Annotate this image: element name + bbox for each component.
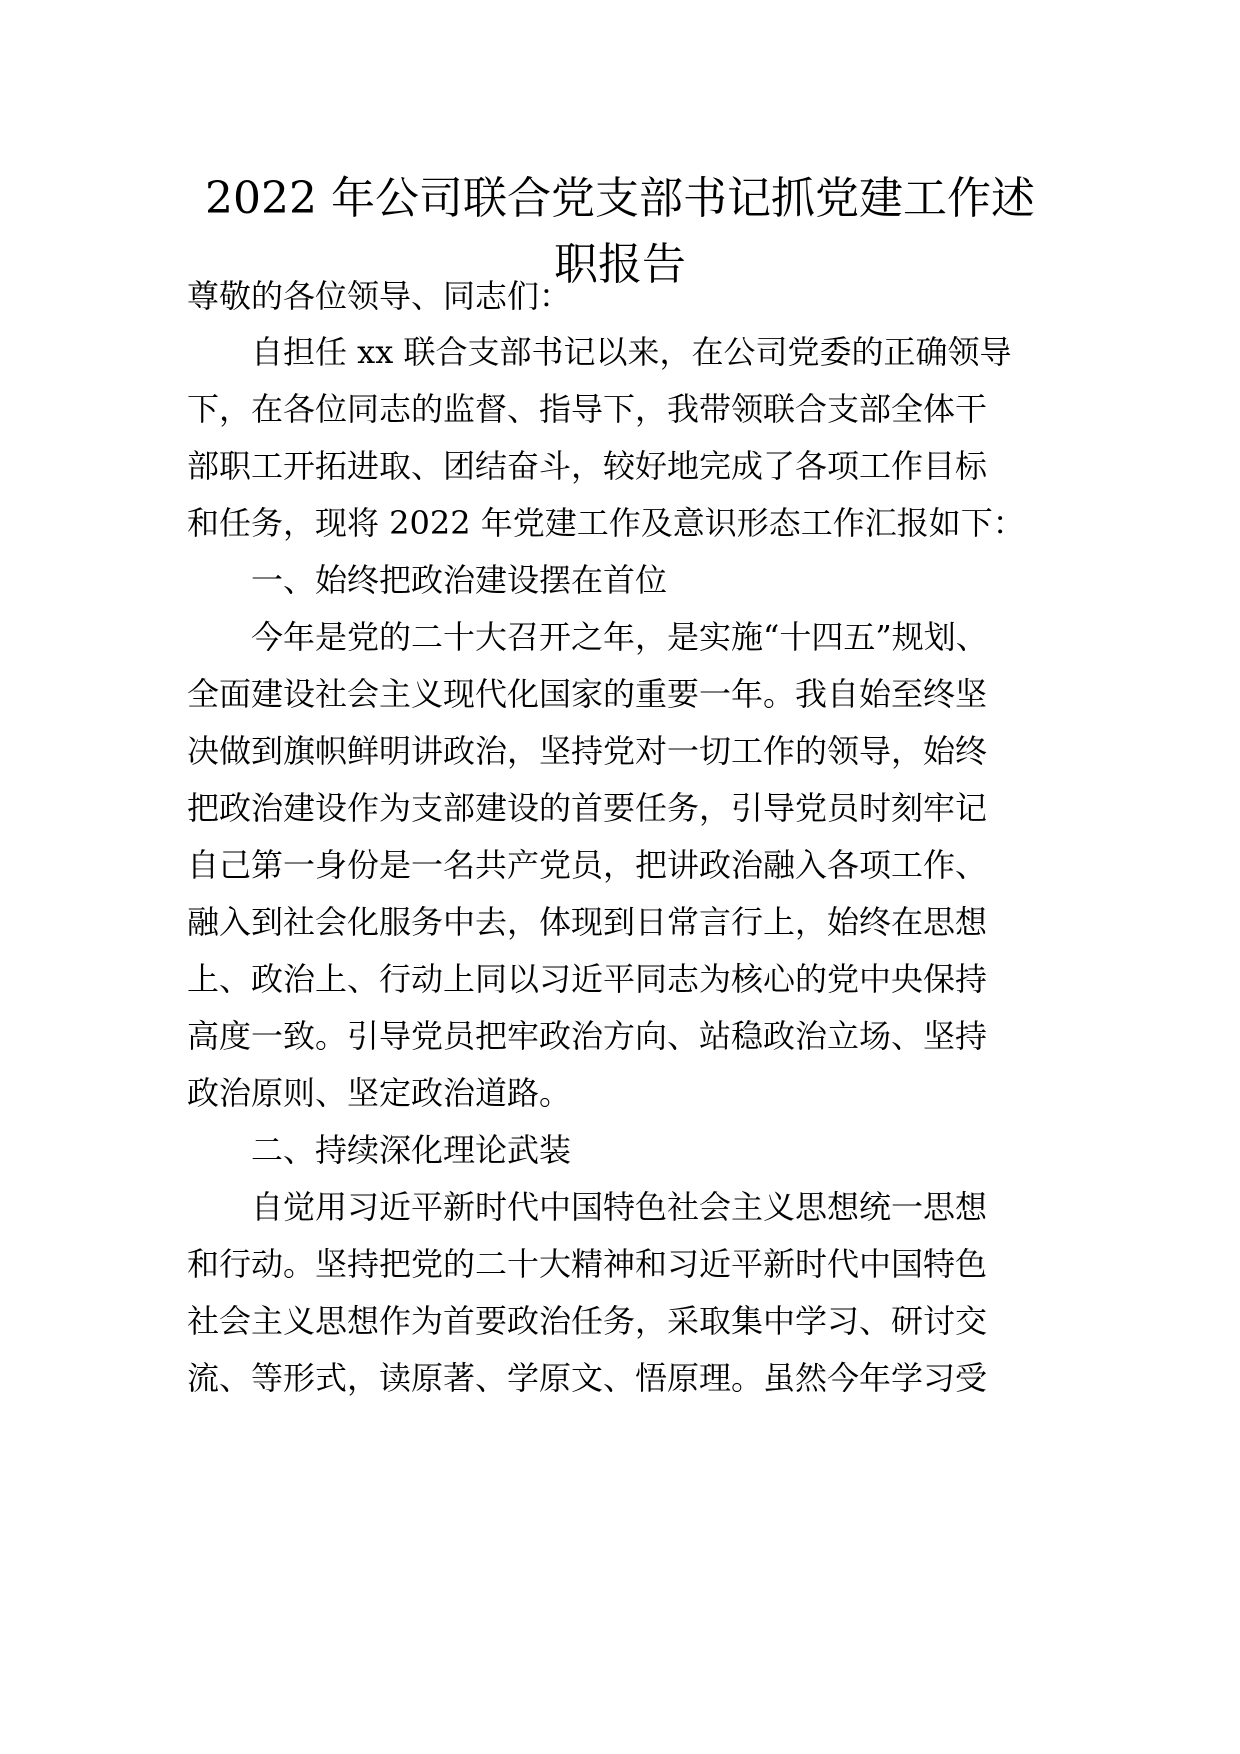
body-line: 全面建设社会主义现代化国家的重要一年。我自始至终坚 [187,675,988,713]
body-line: 融入到社会化服务中去，体现到日常言行上，始终在思想 [187,903,988,941]
body-line: 上、政治上、行动上同以习近平同志为核心的党中央保持 [187,960,988,998]
body-line: 社会主义思想作为首要政治任务，采取集中学习、研讨交 [187,1302,988,1340]
body-line: 和任务，现将 2022 年党建工作及意识形态工作汇报如下： [187,504,1025,542]
salutation: 尊敬的各位领导、同志们： [187,277,572,315]
body-line: 政治原则、坚定政治道路。 [187,1074,572,1112]
body-line: 下，在各位同志的监督、指导下，我带领联合支部全体干 [187,390,988,428]
body-line: 自己第一身份是一名共产党员，把讲政治融入各项工作、 [187,846,988,884]
body-line: 自担任 xx 联合支部书记以来，在公司党委的正确领导 [187,333,1012,371]
body-line: 决做到旗帜鲜明讲政治，坚持党对一切工作的领导，始终 [187,732,988,770]
body-line: 今年是党的二十大召开之年，是实施“十四五”规划、 [187,618,988,656]
section-heading: 二、持续深化理论武装 [187,1131,572,1169]
body-line: 把政治建设作为支部建设的首要任务，引导党员时刻牢记 [187,789,988,827]
section-heading: 一、始终把政治建设摆在首位 [187,561,668,599]
body-line: 部职工开拓进取、团结奋斗，较好地完成了各项工作目标 [187,447,988,485]
body-line: 流、等形式，读原著、学原文、悟原理。虽然今年学习受 [187,1359,988,1397]
body-line: 自觉用习近平新时代中国特色社会主义思想统一思想 [187,1188,988,1226]
document-title-line-2: 职报告 [554,239,686,290]
body-line: 高度一致。引导党员把牢政治方向、站稳政治立场、坚持 [187,1017,988,1055]
body-line: 和行动。坚持把党的二十大精神和习近平新时代中国特色 [187,1245,988,1283]
document-title-line-1: 2022 年公司联合党支部书记抓党建工作述 [205,173,1035,224]
